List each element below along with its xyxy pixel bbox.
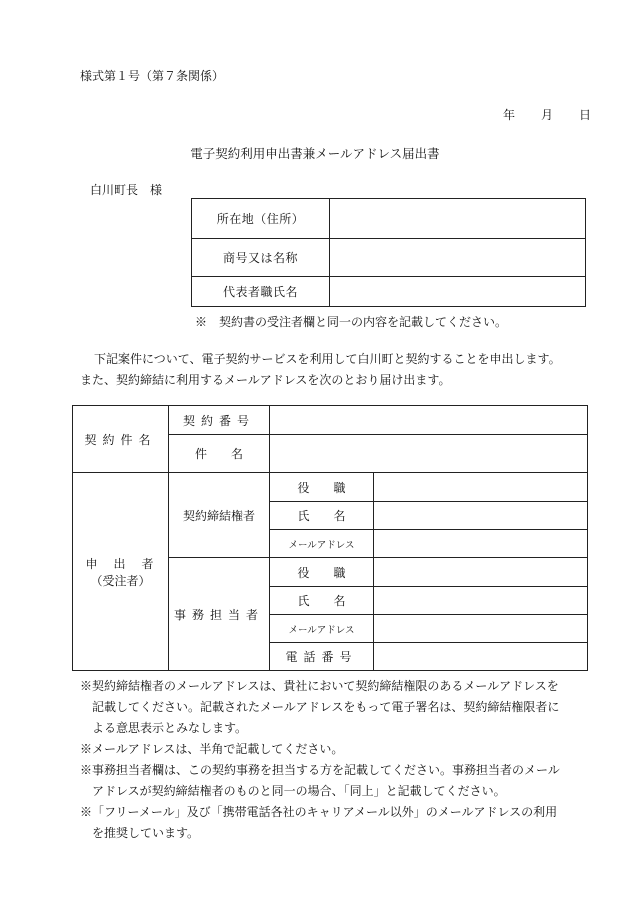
intro-line-2: また、契約締結に利用するメールアドレスを次のとおり届け出ます。	[80, 373, 451, 387]
applicant-info-table	[191, 198, 586, 307]
contract-number-label: 契約番号	[169, 406, 270, 435]
applicant-group-label-line2: （受注者）	[90, 573, 151, 588]
staff-position-label: 役 職	[270, 558, 374, 587]
note-line: ※契約締結権者のメールアドレスは、貴社において契約締結権限のあるメールアドレスを	[80, 679, 559, 693]
note-line: 記載してください。記載されたメールアドレスをもって電子署名は、契約締結権限者に	[92, 700, 560, 714]
staff-phone-field[interactable]	[374, 643, 588, 671]
signer-name-label: 氏 名	[270, 502, 374, 530]
signer-email-field[interactable]	[374, 530, 588, 558]
company-name-label: 商号又は名称	[192, 239, 330, 277]
representative-field[interactable]	[330, 277, 586, 307]
form-number: 様式第１号（第７条関係）	[80, 69, 225, 83]
subject-field[interactable]	[270, 435, 588, 473]
intro-line-1: 下記案件について、電子契約サービスを利用して白川町と契約することを申出します。	[94, 352, 561, 366]
note-line: ※「フリーメール」及び「携帯電話各社のキャリアメール以外」のメールアドレスの利用	[80, 805, 558, 819]
address-field[interactable]	[330, 199, 586, 239]
staff-name-label: 氏 名	[270, 587, 374, 615]
staff-position-field[interactable]	[374, 558, 588, 587]
signer-name-field[interactable]	[374, 502, 588, 530]
note-line: よる意思表示とみなします。	[92, 721, 248, 735]
note-line: を推奨しています。	[92, 826, 200, 840]
signer-group-label: 契約締結権者	[169, 473, 270, 558]
address-label: 所在地（住所）	[192, 199, 330, 239]
note-line: アドレスが契約締結権者のものと同一の場合、「同上」と記載してください。	[92, 784, 506, 798]
signer-email-label: メールアドレス	[270, 530, 374, 558]
document-title: 電子契約利用申出書兼メールアドレス届出書	[190, 146, 440, 161]
signer-position-field[interactable]	[374, 473, 588, 502]
date-month-label: 月	[541, 108, 554, 122]
notes	[80, 676, 595, 844]
company-name-field[interactable]	[330, 239, 586, 277]
contract-table	[72, 405, 588, 671]
signer-position-label: 役 職	[270, 473, 374, 502]
date-year-label: 年	[503, 108, 516, 122]
date-day-label: 日	[579, 108, 592, 122]
note-line: ※事務担当者欄は、この契約事務を担当する方を記載してください。事務担当者のメール	[80, 763, 560, 777]
staff-phone-label: 電話番号	[270, 643, 374, 671]
contract-group-label: 契約件名	[73, 406, 169, 473]
staff-email-field[interactable]	[374, 615, 588, 643]
addressee: 白川町長 様	[90, 183, 163, 197]
representative-label: 代表者職氏名	[192, 277, 330, 307]
applicant-group-label	[73, 473, 169, 671]
subject-label: 件 名	[169, 435, 270, 473]
staff-name-field[interactable]	[374, 587, 588, 615]
applicant-note: ※ 契約書の受注者欄と同一の内容を記載してください。	[195, 315, 508, 329]
note-line: ※メールアドレスは、半角で記載してください。	[80, 742, 344, 756]
contract-number-field[interactable]	[270, 406, 588, 435]
staff-email-label: メールアドレス	[270, 615, 374, 643]
staff-group-label: 事務担当者	[169, 558, 270, 671]
applicant-group-label-line1: 申 出 者	[85, 556, 156, 571]
